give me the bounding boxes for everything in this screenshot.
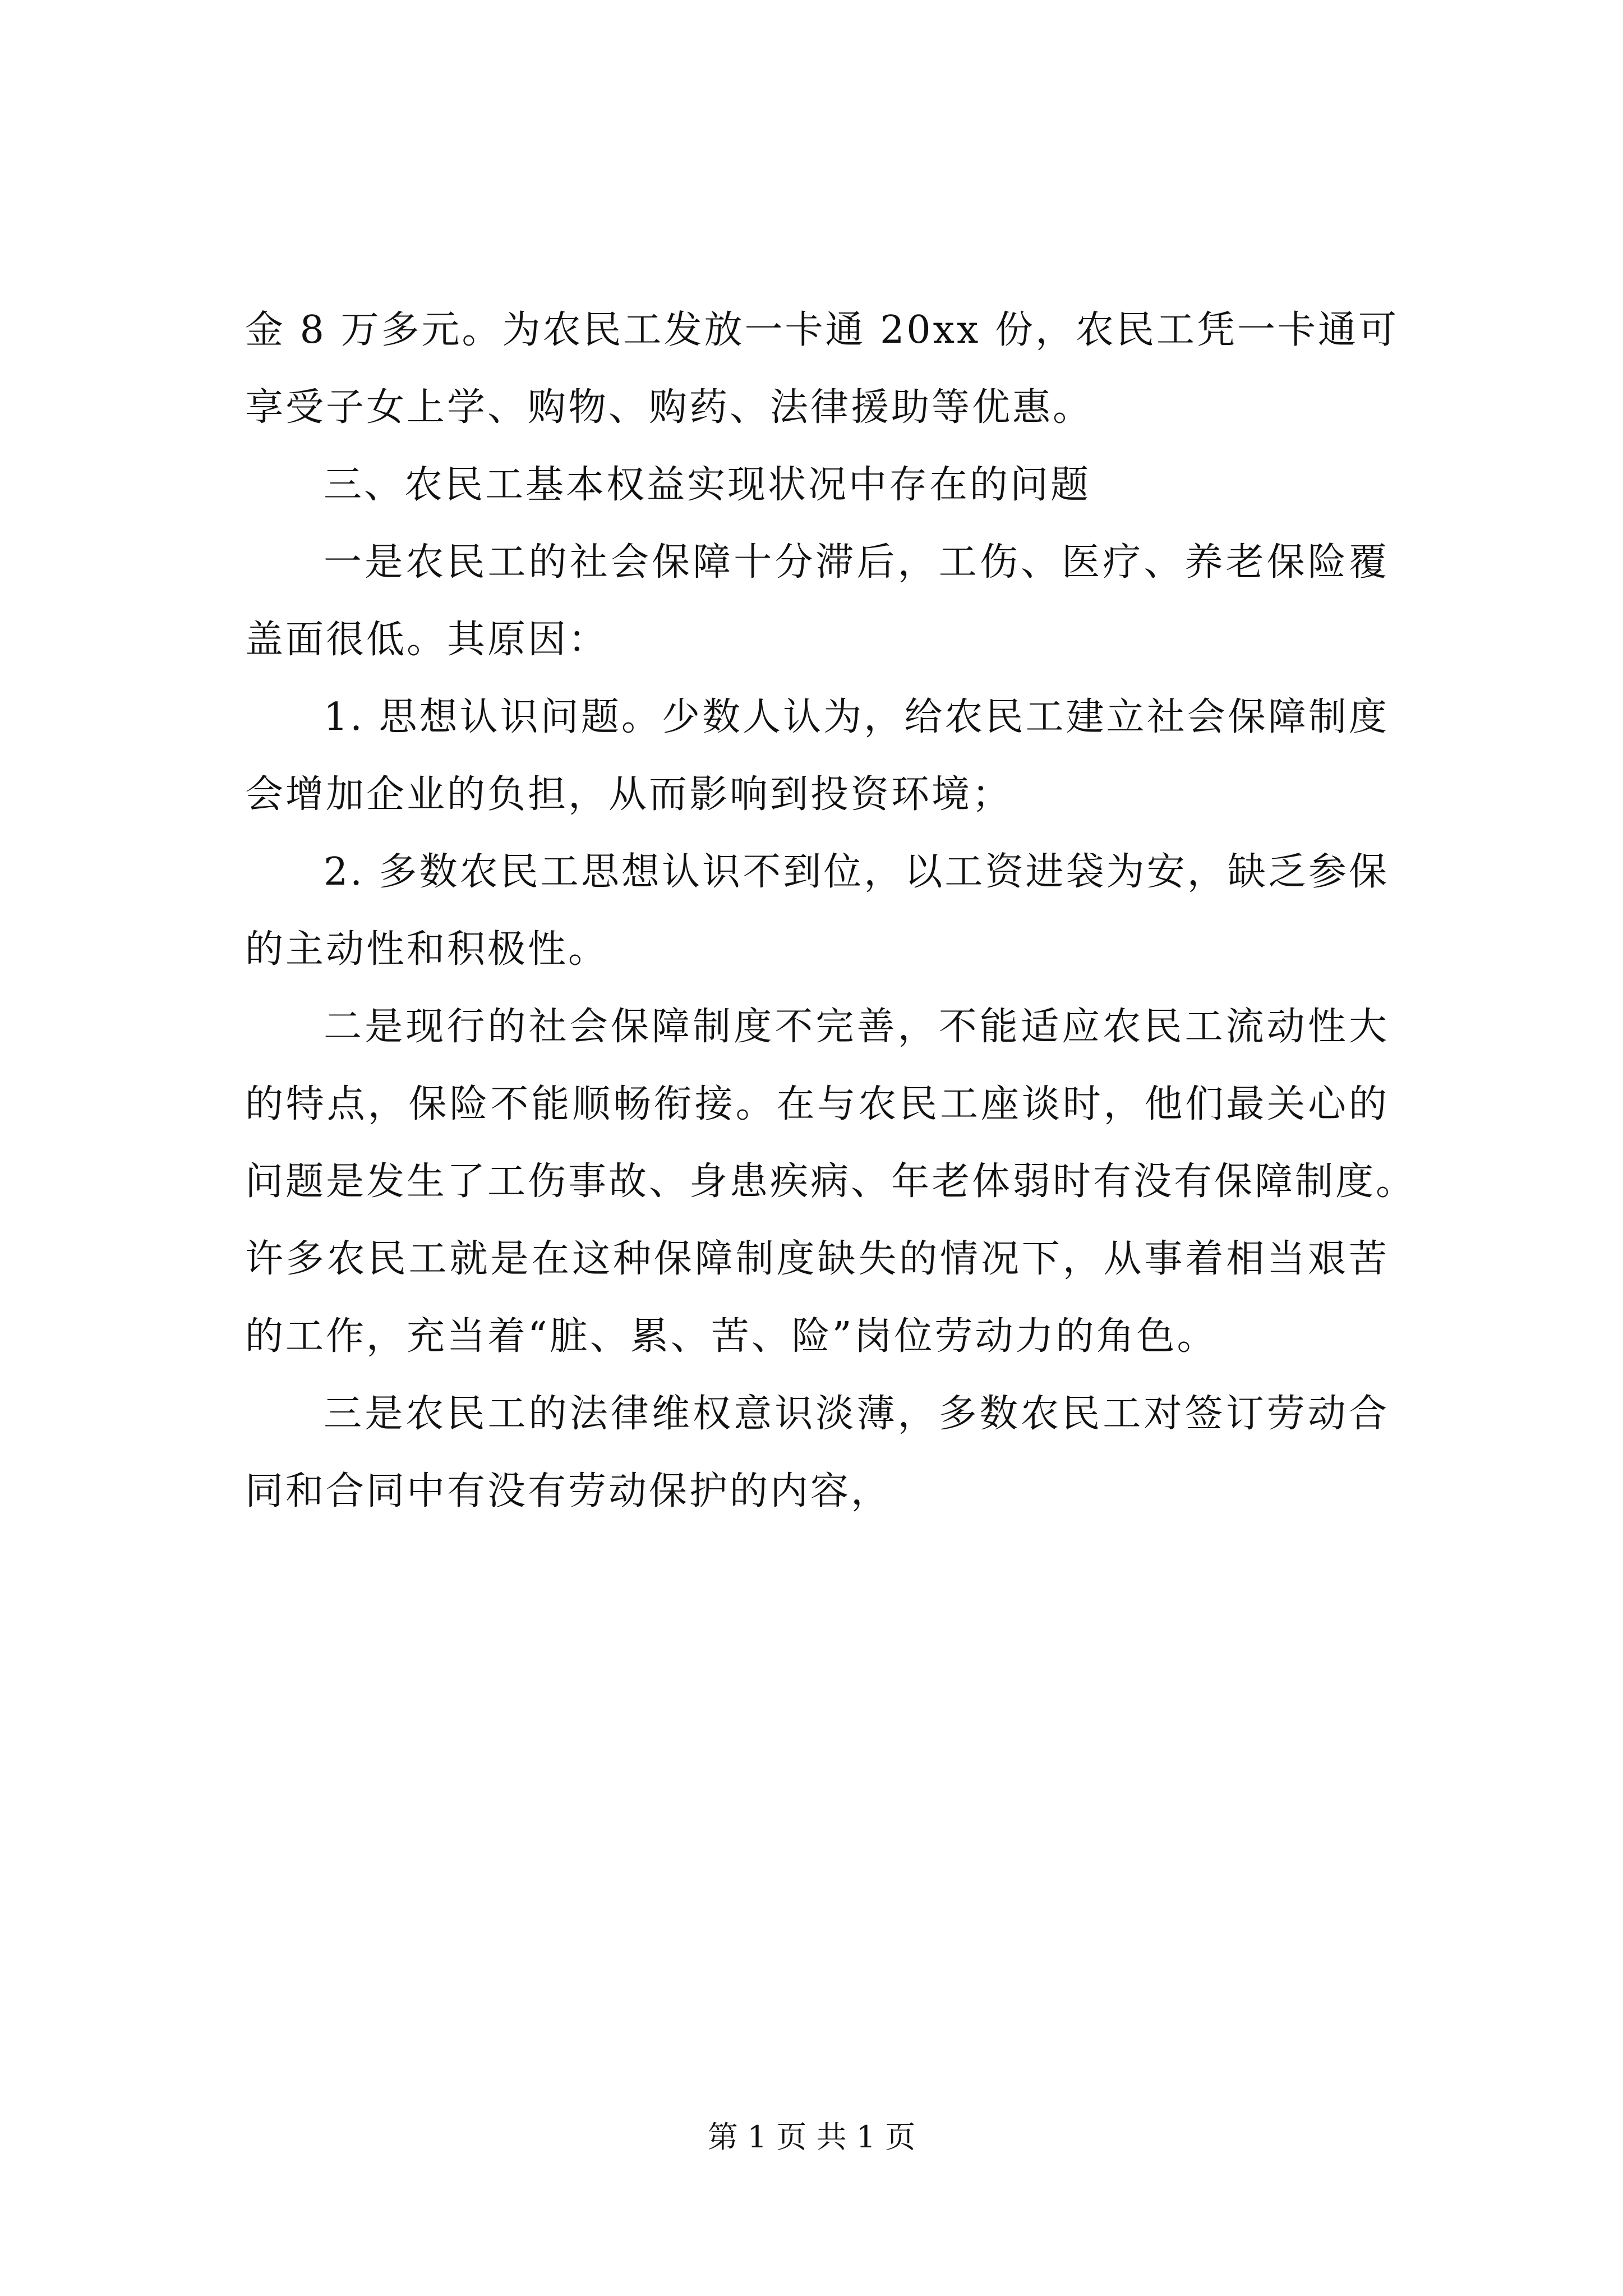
text-line: 金 8 万多元。为农民工发放一卡通 20xx 份，农民工凭一卡通可: [245, 308, 1399, 352]
text-line: 会增加企业的负担，从而影响到投资环境；: [245, 772, 1013, 817]
text-line: 一是农民工的社会保障十分滞后，工伤、医疗、养老保险覆: [324, 540, 1389, 585]
text-line: 问题是发生了工伤事故、身患疾病、年老体弱时有没有保障制度。: [245, 1159, 1417, 1204]
section-heading: 三、农民工基本权益实现状况中存在的问题: [324, 463, 1091, 507]
text-line: 的工作，充当着“脏、累、苦、险”岗位劳动力的角色。: [245, 1314, 1218, 1359]
text-line: 的主动性和积极性。: [245, 927, 609, 972]
text-line: 盖面很低。其原因：: [245, 618, 609, 662]
text-line: 许多农民工就是在这种保障制度缺失的情况下，从事着相当艰苦: [245, 1237, 1389, 1281]
text-line: 享受子女上学、购物、购药、法律援助等优惠。: [245, 385, 1094, 430]
text-line: 1. 思想认识问题。少数人认为，给农民工建立社会保障制度: [324, 695, 1389, 739]
page-footer: 第 1 页 共 1 页: [707, 2119, 916, 2155]
text-line: 的特点，保险不能顺畅衔接。在与农民工座谈时，他们最关心的: [245, 1082, 1389, 1126]
text-line: 同和合同中有没有劳动保护的内容，: [245, 1469, 892, 1513]
document-body: [245, 292, 1417, 1530]
text-line: 三是农民工的法律维权意识淡薄，多数农民工对签订劳动合: [324, 1392, 1389, 1436]
text-line: 二是现行的社会保障制度不完善，不能适应农民工流动性大: [324, 1005, 1389, 1049]
text-line: 2. 多数农民工思想认识不到位，以工资进袋为安，缺乏参保: [324, 850, 1389, 894]
